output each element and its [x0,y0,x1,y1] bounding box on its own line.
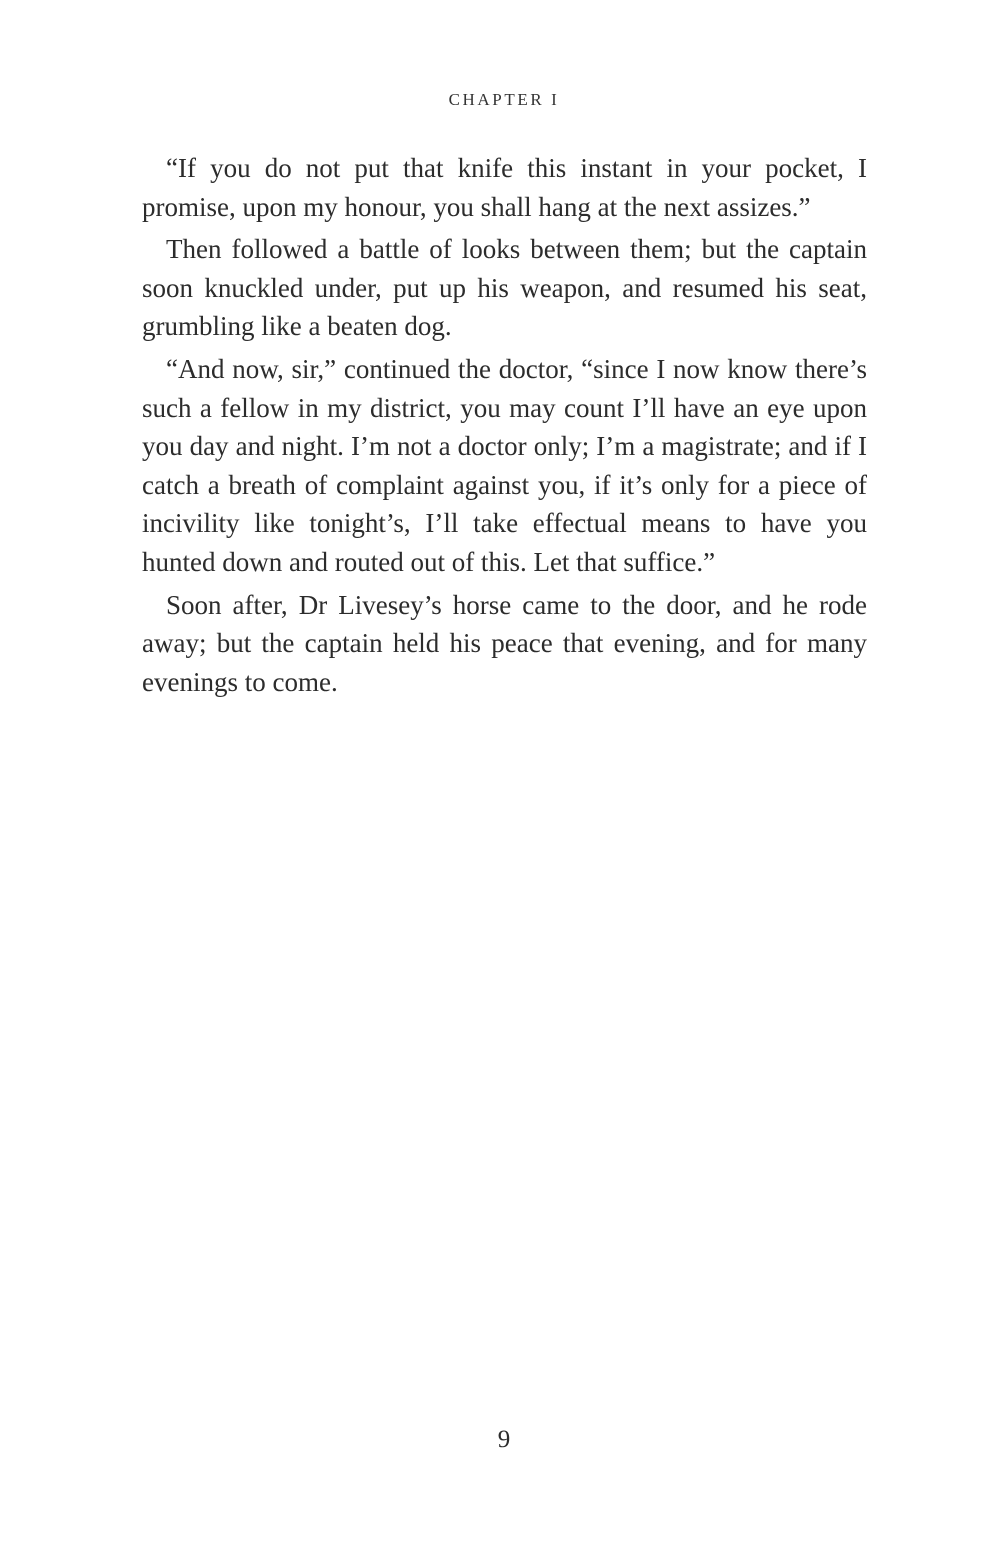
paragraph-2: Then followed a battle of looks between them; but the captain soon knuckled under, put up his weapon, and resumed his seat, grumbling like a beaten dog. [142,234,867,342]
running-head: CHAPTER I [448,90,560,109]
paragraph-1: “If you do not put that knife this instant in your pocket, I promise, upon my honour, you shall hang at the next assizes.” [142,153,867,222]
page-number: 9 [497,1426,511,1453]
body-text [142,149,867,705]
paragraph-3: “And now, sir,” continued the doctor, “since I now know there’s such a fellow in my district, you may count I’ll have an eye upon you day and night. I’m not a doctor only; I’m a magistrate; and if I catch a breath of complaint against you, if it’s only for a piece of incivility like tonight’s, I’ll take effectual means to have you hunted down and routed out of this. Let that suffice.” [142,353,867,577]
paragraph-4: Soon after, Dr Livesey’s horse came to the door, and he rode away; but the captain held his peace that evening, and for many evenings to come. [142,589,867,697]
